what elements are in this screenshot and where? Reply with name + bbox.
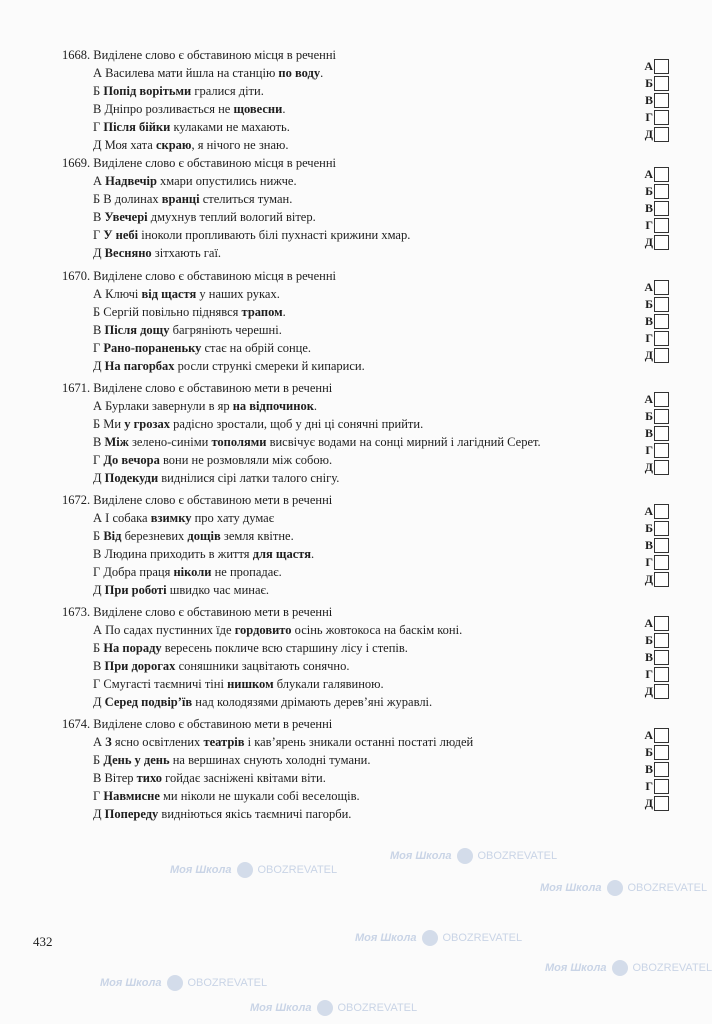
answer-checkbox[interactable] (654, 616, 669, 631)
answer-checkbox[interactable] (654, 555, 669, 570)
question-1669 (62, 154, 682, 262)
answer-option (62, 581, 682, 599)
highlighted-word: дощів (187, 529, 221, 543)
option-text: на вершинах снують холодні тумани. (169, 753, 371, 767)
answer-checkbox[interactable] (654, 110, 669, 125)
answer-letter: Г (645, 218, 653, 232)
question-text: Виділене слово є обставиною місця в реченні (93, 48, 336, 62)
option-text: гралися діти. (191, 84, 264, 98)
answer-option (62, 136, 682, 154)
answer-option (62, 208, 682, 226)
watermark-logo-icon (457, 848, 473, 864)
option-text: А По садах пустинних їде (93, 623, 235, 637)
question-number: 1669. (62, 156, 91, 170)
answer-option (62, 172, 682, 190)
answer-letter: В (644, 426, 653, 440)
watermark-school: Моя Школа (390, 849, 452, 862)
option-text: блукали галявиною. (273, 677, 384, 691)
option-text: видніються якісь таємничі пагорби. (158, 807, 352, 821)
option-text: земля квітне. (220, 529, 294, 543)
answer-letter: Б (645, 409, 653, 423)
answer-checkbox[interactable] (654, 331, 669, 346)
answer-checkbox[interactable] (654, 762, 669, 777)
answer-letter: В (644, 762, 653, 776)
answer-option (62, 545, 682, 563)
watermark-school: Моя Школа (355, 931, 417, 944)
highlighted-word: Весняно (104, 246, 152, 260)
watermark-brand: OBOZREVATEL (442, 931, 523, 944)
answer-checkbox[interactable] (654, 728, 669, 743)
highlighted-word: щовесни (233, 102, 283, 116)
answer-checkbox[interactable] (654, 314, 669, 329)
page-number: 432 (33, 934, 53, 949)
highlighted-word: скраю (155, 138, 192, 152)
question-number: 1670. (62, 269, 91, 283)
answer-checkbox[interactable] (654, 426, 669, 441)
watermark-logo-icon (317, 1000, 333, 1016)
question-1671 (62, 379, 682, 487)
highlighted-word: для щастя (252, 547, 312, 561)
option-text: стелиться туман. (199, 192, 293, 206)
option-text: Б (93, 529, 104, 543)
highlighted-word: ніколи (173, 565, 212, 579)
option-text: . (311, 547, 315, 561)
answer-option (62, 190, 682, 208)
option-text: , я нічого не знаю. (191, 138, 289, 152)
option-text: В Людина приходить в життя (93, 547, 253, 561)
watermark-logo-icon (237, 862, 253, 878)
answer-checkbox[interactable] (654, 184, 669, 199)
answer-checkbox[interactable] (654, 650, 669, 665)
watermark-brand: OBOZREVATEL (187, 976, 268, 989)
highlighted-word: На пораду (103, 641, 162, 655)
answer-option (62, 397, 682, 415)
highlighted-word: вранці (161, 192, 200, 206)
highlighted-word: У небі (103, 228, 139, 242)
answer-checkbox[interactable] (654, 504, 669, 519)
answer-checkbox[interactable] (654, 667, 669, 682)
option-text: А (93, 174, 106, 188)
question-number: 1668. (62, 48, 91, 62)
answer-option (62, 563, 682, 581)
highlighted-word: До вечора (103, 453, 160, 467)
answer-checkbox[interactable] (654, 796, 669, 811)
highlighted-word: взимку (150, 511, 192, 525)
watermark (170, 862, 337, 878)
question-number: 1673. (62, 605, 91, 619)
answer-letter: Д (644, 127, 653, 141)
highlighted-word: Серед подвір’їв (104, 695, 193, 709)
option-text: у наших руках. (196, 287, 280, 301)
question-prompt (62, 46, 682, 64)
option-text: Д (93, 695, 105, 709)
answer-checkbox[interactable] (654, 745, 669, 760)
answer-option (62, 469, 682, 487)
highlighted-word: у грозах (124, 417, 171, 431)
answer-letter: В (644, 538, 653, 552)
answer-checkbox[interactable] (654, 235, 669, 250)
answer-checkbox[interactable] (654, 521, 669, 536)
option-text: Б В долинах (93, 192, 162, 206)
highlighted-word: Увечері (104, 210, 148, 224)
option-text: виднілися сірі латки талого снігу. (158, 471, 340, 485)
answer-option (62, 657, 682, 675)
highlighted-word: Навмисне (103, 789, 160, 803)
answer-option (62, 769, 682, 787)
option-text: Г (93, 341, 104, 355)
answer-letter: В (644, 650, 653, 664)
answer-option (62, 787, 682, 805)
answer-letter: Г (645, 779, 653, 793)
highlighted-word: тихо (136, 771, 163, 785)
answer-checkbox[interactable] (654, 93, 669, 108)
answer-letter: В (644, 93, 653, 107)
highlighted-word: по воду (278, 66, 321, 80)
highlighted-word: З (105, 735, 112, 749)
option-text: В (93, 435, 105, 449)
question-text: Виділене слово є обставиною мети в реченні (93, 605, 333, 619)
answer-letter: В (644, 201, 653, 215)
watermark-logo-icon (422, 930, 438, 946)
option-text: зелено-синіми (128, 435, 212, 449)
option-text: стає на обрій сонце. (201, 341, 312, 355)
question-text: Виділене слово є обставиною мети в реченні (93, 381, 333, 395)
question-prompt (62, 154, 682, 172)
answer-option (62, 64, 682, 82)
watermark-logo-icon (612, 960, 628, 976)
option-text: над колодязями дрімають дерев’яні журавлі. (192, 695, 433, 709)
highlighted-word: При роботі (104, 583, 167, 597)
option-text: В Дніпро розливається не (93, 102, 234, 116)
highlighted-word: нишком (227, 677, 274, 691)
question-prompt (62, 267, 682, 285)
option-text: . (313, 399, 318, 413)
option-text: В Вітер (93, 771, 137, 785)
option-text: про хату думає (191, 511, 275, 525)
answer-option (62, 733, 682, 751)
answer-letter: А (644, 280, 653, 294)
answer-letter: Д (644, 348, 653, 362)
option-text: . (282, 305, 286, 319)
option-text: зітхають гаї. (151, 246, 222, 260)
option-text: Д (93, 359, 105, 373)
option-text: вересень покличе всю старшину лісу і степів. (161, 641, 408, 655)
watermark-brand: OBOZREVATEL (257, 863, 338, 876)
option-text: Б (93, 84, 104, 98)
answer-letter: Г (645, 555, 653, 569)
answer-boxes (642, 279, 669, 364)
answer-checkbox[interactable] (654, 684, 669, 699)
question-prompt (62, 715, 682, 733)
option-text: Д (93, 807, 105, 821)
answer-boxes (642, 58, 669, 143)
watermark (100, 975, 267, 991)
highlighted-word: Після дощу (104, 323, 170, 337)
answer-letter: Г (645, 443, 653, 457)
option-text: А Бурлаки завернули в яр (93, 399, 233, 413)
option-text: березневих (121, 529, 188, 543)
watermark-school: Моя Школа (170, 863, 232, 876)
option-text: В (93, 210, 105, 224)
answer-checkbox[interactable] (654, 538, 669, 553)
answer-option (62, 805, 682, 823)
answer-letter: А (644, 59, 653, 73)
option-text: багряніють черешні. (169, 323, 282, 337)
answer-option (62, 244, 682, 262)
watermark (355, 930, 522, 946)
answer-letter: Г (645, 331, 653, 345)
option-text: Д (93, 246, 105, 260)
highlighted-word: Між (104, 435, 129, 449)
option-text: А Ключі (93, 287, 142, 301)
question-1668 (62, 46, 682, 154)
answer-letter: Б (645, 76, 653, 90)
watermark (540, 880, 707, 896)
watermark-brand: OBOZREVATEL (477, 849, 558, 862)
option-text: Д (93, 583, 105, 597)
watermark-school: Моя Школа (100, 976, 162, 989)
answer-boxes (642, 727, 669, 812)
answer-option (62, 100, 682, 118)
answer-option (62, 321, 682, 339)
question-text: Виділене слово є обставиною місця в реченні (93, 269, 336, 283)
answer-option (62, 357, 682, 375)
watermark (390, 848, 557, 864)
option-text: швидко час минає. (166, 583, 270, 597)
option-text: Г (93, 789, 104, 803)
answer-option (62, 527, 682, 545)
option-text: ясно освітлених (111, 735, 204, 749)
watermark-school: Моя Школа (250, 1001, 312, 1014)
answer-option (62, 451, 682, 469)
answer-option (62, 303, 682, 321)
option-text: дмухнув теплий вологий вітер. (147, 210, 316, 224)
answer-checkbox[interactable] (654, 297, 669, 312)
option-text: Б Ми (93, 417, 125, 431)
highlighted-word: від щастя (141, 287, 197, 301)
highlighted-word: театрів (203, 735, 245, 749)
answer-option (62, 82, 682, 100)
question-number: 1674. (62, 717, 91, 731)
answer-option (62, 226, 682, 244)
answer-letter: А (644, 728, 653, 742)
answer-checkbox[interactable] (654, 218, 669, 233)
answer-letter: Д (644, 684, 653, 698)
answer-checkbox[interactable] (654, 127, 669, 142)
option-text: В (93, 323, 105, 337)
watermark-logo-icon (167, 975, 183, 991)
answer-option (62, 621, 682, 639)
answer-letter: А (644, 167, 653, 181)
answer-checkbox[interactable] (654, 779, 669, 794)
answer-checkbox[interactable] (654, 59, 669, 74)
answer-letter: Б (645, 633, 653, 647)
option-text: Д (93, 471, 105, 485)
answer-option (62, 639, 682, 657)
highlighted-word: гордовито (234, 623, 292, 637)
option-text: А І собака (93, 511, 151, 525)
watermark-brand: OBOZREVATEL (627, 881, 708, 894)
highlighted-word: Рано-пораненьку (103, 341, 202, 355)
option-text: не пропадає. (211, 565, 282, 579)
option-text: гойдає засніжені квітами віти. (162, 771, 326, 785)
answer-letter: Б (645, 297, 653, 311)
option-text: Б (93, 753, 104, 767)
answer-letter: Д (644, 572, 653, 586)
answer-letter: Д (644, 796, 653, 810)
answer-checkbox[interactable] (654, 460, 669, 475)
option-text: соняшники зацвітають сонячно. (175, 659, 350, 673)
answer-letter: А (644, 392, 653, 406)
option-text: А Василева мати йшла на станцію (93, 66, 279, 80)
question-1674 (62, 715, 682, 823)
watermark-school: Моя Школа (540, 881, 602, 894)
answer-checkbox[interactable] (654, 409, 669, 424)
answer-checkbox[interactable] (654, 76, 669, 91)
highlighted-word: на відпочинок (232, 399, 314, 413)
highlighted-word: Від (103, 529, 122, 543)
option-text: осінь жовтокоса на баскім коні. (291, 623, 463, 637)
question-prompt (62, 379, 682, 397)
highlighted-word: Подекуди (104, 471, 159, 485)
option-text: іноколи пропливають білі пухнасті крижини хмар. (138, 228, 411, 242)
option-text: Б Сергій повільно піднявся (93, 305, 242, 319)
option-text: росли стрункі смереки й кипариси. (174, 359, 365, 373)
option-text: В (93, 659, 105, 673)
answer-letter: Б (645, 184, 653, 198)
watermark-brand: OBOZREVATEL (632, 961, 712, 974)
answer-letter: Б (645, 521, 653, 535)
option-text: і кав’ярень зникали останні постаті людей (244, 735, 474, 749)
answer-letter: А (644, 616, 653, 630)
question-prompt (62, 603, 682, 621)
answer-checkbox[interactable] (654, 392, 669, 407)
option-text: Г Смугасті таємничі тіні (93, 677, 228, 691)
question-1673 (62, 603, 682, 711)
option-text: Г (93, 453, 104, 467)
watermark (545, 960, 712, 976)
option-text: А (93, 735, 106, 749)
highlighted-word: Після бійки (103, 120, 171, 134)
watermark-brand: OBOZREVATEL (337, 1001, 418, 1014)
option-text: радісно зростали, щоб у дні ці сонячні прийти. (170, 417, 424, 431)
answer-option (62, 118, 682, 136)
answer-checkbox[interactable] (654, 167, 669, 182)
answer-letter: Д (644, 460, 653, 474)
answer-checkbox[interactable] (654, 348, 669, 363)
answer-letter: Б (645, 745, 653, 759)
highlighted-word: На пагорбах (104, 359, 175, 373)
option-text: Г Добра праця (93, 565, 174, 579)
answer-checkbox[interactable] (654, 443, 669, 458)
option-text: Б (93, 641, 104, 655)
option-text: ми ніколи не шукали собі веселощів. (159, 789, 360, 803)
answer-option (62, 509, 682, 527)
option-text: . (282, 102, 286, 116)
option-text: кулаками не махають. (170, 120, 290, 134)
question-prompt (62, 491, 682, 509)
watermark-logo-icon (607, 880, 623, 896)
answer-checkbox[interactable] (654, 633, 669, 648)
watermark (250, 1000, 417, 1016)
option-text: вони не розмовляли між собою. (159, 453, 333, 467)
answer-option (62, 675, 682, 693)
answer-letter: Г (645, 110, 653, 124)
question-1672 (62, 491, 682, 599)
question-number: 1671. (62, 381, 91, 395)
question-1670 (62, 267, 682, 375)
option-text: Г (93, 120, 104, 134)
answer-checkbox[interactable] (654, 572, 669, 587)
answer-letter: Г (645, 667, 653, 681)
highlighted-word: Попереду (104, 807, 159, 821)
answer-letter: В (644, 314, 653, 328)
answer-letter: Д (644, 235, 653, 249)
highlighted-word: При дорогах (104, 659, 176, 673)
highlighted-word: тополями (211, 435, 267, 449)
answer-boxes (642, 391, 669, 476)
highlighted-word: День у день (103, 753, 170, 767)
answer-checkbox[interactable] (654, 201, 669, 216)
answer-option (62, 339, 682, 357)
answer-letter: А (644, 504, 653, 518)
answer-option (62, 751, 682, 769)
option-text: Г (93, 228, 104, 242)
option-text: висвічує водами на сонці мирний і лагідний Серет. (266, 435, 541, 449)
answer-option (62, 285, 682, 303)
question-number: 1672. (62, 493, 91, 507)
answer-option (62, 415, 682, 433)
answer-checkbox[interactable] (654, 280, 669, 295)
option-text: Д Моя хата (93, 138, 156, 152)
highlighted-word: Надвечір (105, 174, 157, 188)
answer-boxes (642, 615, 669, 700)
question-text: Виділене слово є обставиною мети в реченні (93, 717, 333, 731)
answer-boxes (642, 503, 669, 588)
highlighted-word: Попід ворітьми (103, 84, 192, 98)
question-text: Виділене слово є обставиною мети в реченні (93, 493, 333, 507)
answer-option (62, 433, 682, 451)
option-text: . (320, 66, 324, 80)
highlighted-word: трапом (241, 305, 283, 319)
answer-boxes (642, 166, 669, 251)
answer-option (62, 693, 682, 711)
watermark-school: Моя Школа (545, 961, 607, 974)
question-text: Виділене слово є обставиною місця в реченні (93, 156, 336, 170)
option-text: хмари опустились нижче. (156, 174, 297, 188)
